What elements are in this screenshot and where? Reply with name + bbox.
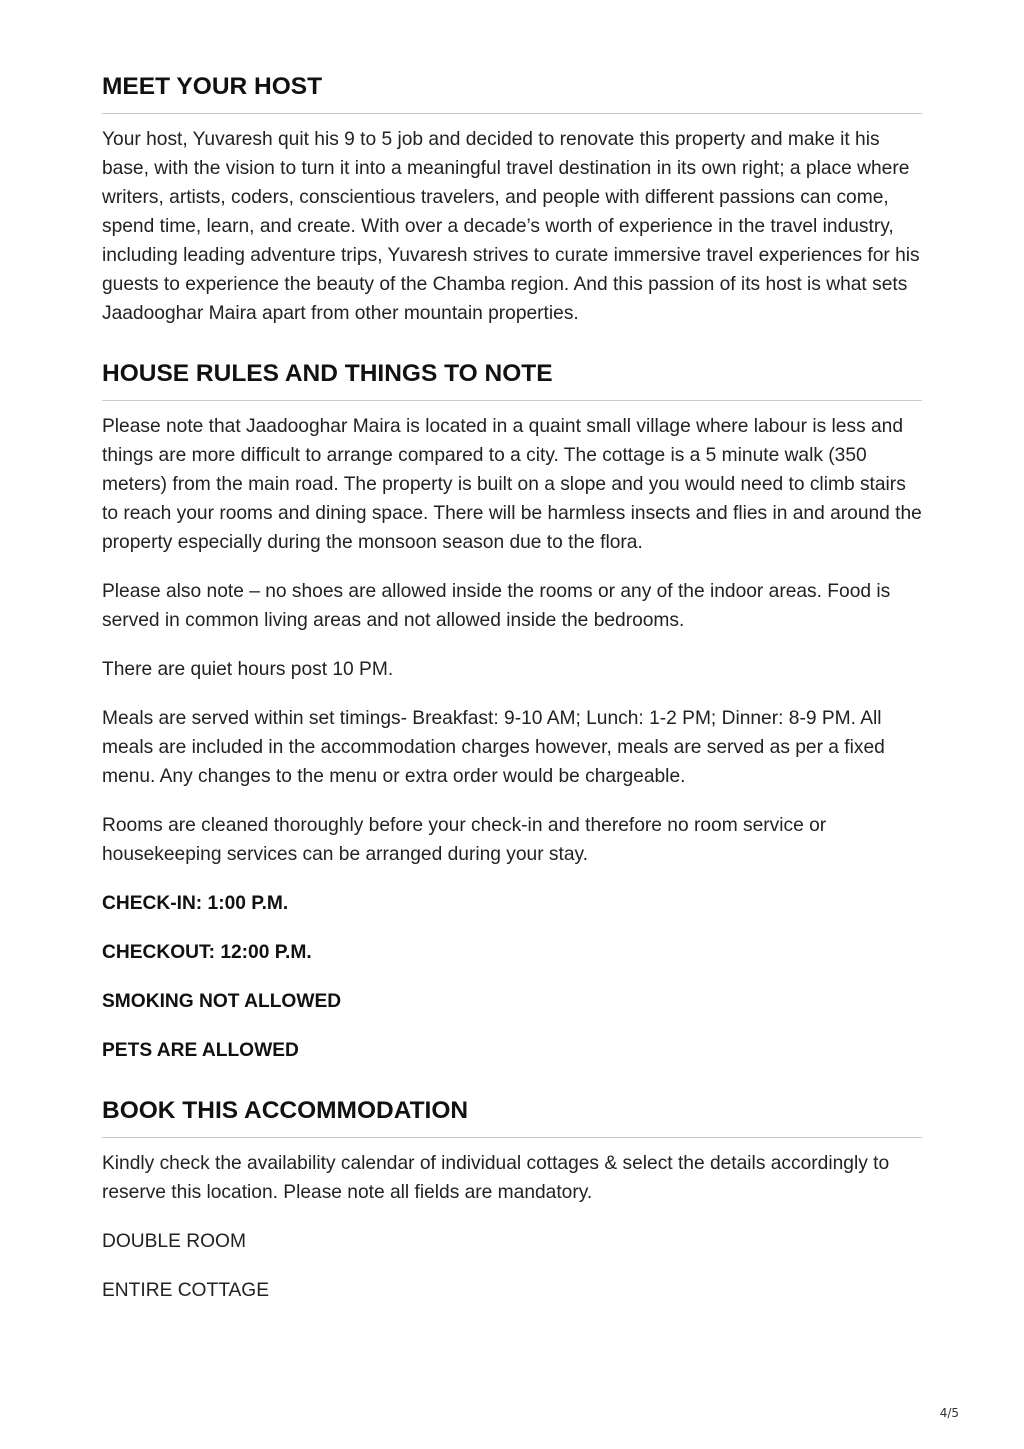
page-number: 4/5 <box>939 1406 959 1420</box>
section-title-book-accommodation: BOOK THIS ACCOMMODATION <box>102 1094 922 1138</box>
section-title-meet-your-host: MEET YOUR HOST <box>102 70 922 114</box>
book-accommodation-section <box>102 1094 922 1305</box>
section-title-house-rules: HOUSE RULES AND THINGS TO NOTE <box>102 357 922 401</box>
host-description: Your host, Yuvaresh quit his 9 to 5 job and decided to renovate this property and make it his base, with the vision to turn it into a meaningful travel destination in its own right; a place where writers, artists, coders, conscientious travelers, and people with different passions can come, spend time, learn, and create. With over a decade’s worth of experience in the travel industry, including leading adventure trips, Yuvaresh strives to curate immersive travel experiences for his guests to experience the beauty of the Chamba region. And this passion of its host is what sets Jaadooghar Maira apart from other mountain properties. <box>102 129 920 324</box>
smoking-policy: SMOKING NOT ALLOWED <box>102 991 342 1012</box>
pets-policy: PETS ARE ALLOWED <box>102 1040 299 1061</box>
house-rules-section <box>102 357 922 1065</box>
checkout-time: CHECKOUT: 12:00 P.M. <box>102 942 312 963</box>
check-in-time: CHECK-IN: 1:00 P.M. <box>102 893 289 914</box>
house-rules-location-note: Please note that Jaadooghar Maira is located in a quaint small village where labour is less and things are more difficult to arrange compared to a city. The cottage is a 5 minute walk (350 meters) from the main road. The property is built on a slope and you would need to climb stairs to reach your rooms and dining space. There will be harmless insects and flies in and around the property especially during the monsoon season due to the flora. <box>102 416 922 553</box>
house-rules-quiet-hours: There are quiet hours post 10 PM. <box>102 659 394 680</box>
house-rules-shoes-food-note: Please also note – no shoes are allowed inside the rooms or any of the indoor areas. Food is served in common living areas and not allowed inside the bedrooms. <box>102 581 891 631</box>
document-body <box>102 70 922 1305</box>
booking-instructions: Kindly check the availability calendar of individual cottages & select the details accordingly to reserve this location. Please note all fields are mandatory. <box>102 1153 890 1203</box>
room-option-double-room: DOUBLE ROOM <box>102 1231 246 1252</box>
house-rules-meal-timings: Meals are served within set timings- Breakfast: 9-10 AM; Lunch: 1-2 PM; Dinner: 8-9 PM. All meals are included in the accommodation charges however, meals are served as per a fixed menu. Any changes to the menu or extra order would be chargeable. <box>102 708 885 787</box>
room-option-entire-cottage: ENTIRE COTTAGE <box>102 1280 270 1301</box>
house-rules-room-cleaning: Rooms are cleaned thoroughly before your check-in and therefore no room service or housekeeping services can be arranged during your stay. <box>102 815 827 865</box>
meet-your-host-section <box>102 70 922 328</box>
